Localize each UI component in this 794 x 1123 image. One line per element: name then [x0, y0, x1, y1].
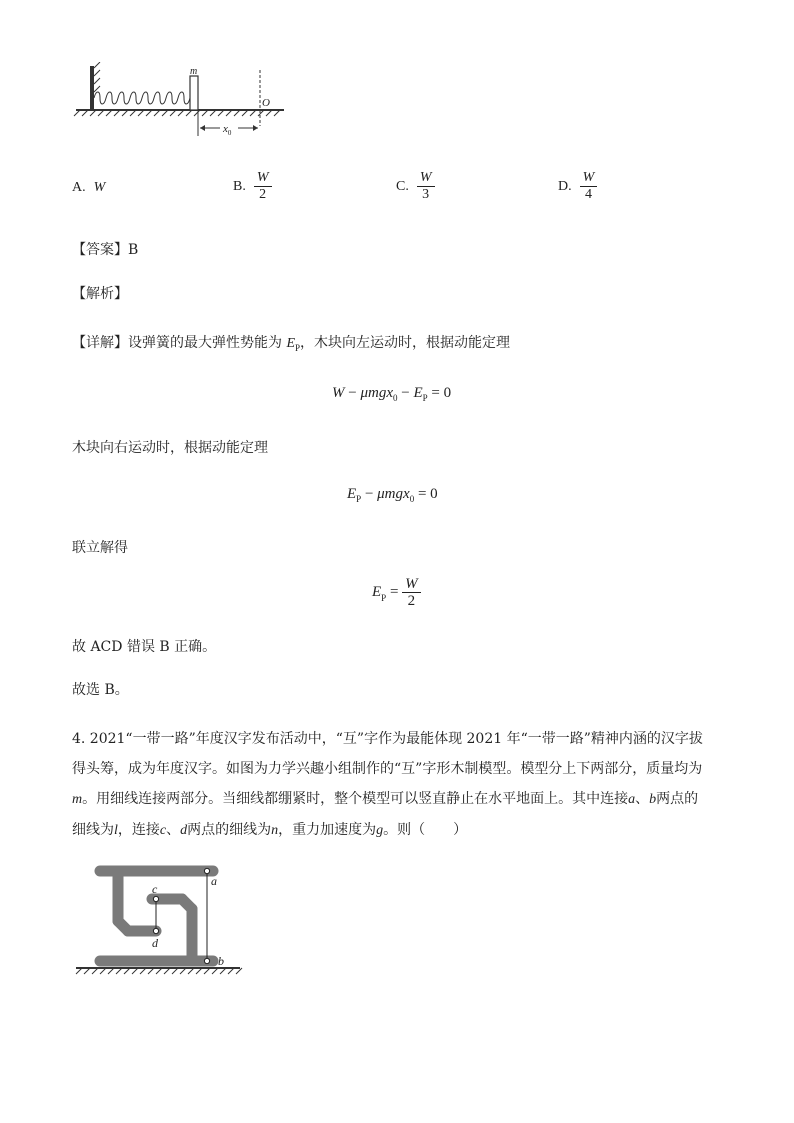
- answer-line: [72, 240, 138, 260]
- line-move-right: 木块向右运动时，根据动能定理: [72, 440, 268, 456]
- option-letter: C.: [396, 178, 409, 194]
- equation-1: $W - \mu mgx_0 - E_P = 0$: [332, 385, 452, 403]
- option-fraction: $\frac{W}{2}$: [254, 170, 272, 203]
- distance-label: $x_0$: [223, 123, 232, 137]
- spring: [94, 92, 190, 104]
- mass-label: m: [190, 66, 198, 77]
- option-value: W: [93, 180, 106, 195]
- option-fraction: $\frac{W}{3}$: [417, 170, 435, 203]
- detail-text2: ，木块向左运动时，根据动能定理: [300, 335, 511, 351]
- ep-symbol: $E_P$: [286, 336, 301, 353]
- option-letter: D.: [558, 178, 572, 194]
- label-b: b: [218, 954, 224, 968]
- spring-block-figure: [72, 62, 292, 142]
- option-fraction: $\frac{W}{4}$: [580, 170, 598, 203]
- question-4: [72, 724, 722, 846]
- answer-value: B: [128, 242, 139, 258]
- detail-text1: 设弹簧的最大弹性势能为: [128, 335, 282, 351]
- block: [190, 76, 198, 110]
- answer-tag: 【答案】: [72, 242, 128, 258]
- option-letter: A.: [72, 180, 86, 195]
- hu-model-figure: [70, 855, 250, 980]
- q4-line4: 细线为l，连接c、d两点的细线为n，重力加速度为g。则（ ）: [72, 822, 468, 838]
- line-choice: 故选 B。: [72, 682, 129, 698]
- equation-3: E $_P$ = $\frac{W}{2}$: [372, 576, 421, 609]
- option-a[interactable]: [72, 178, 105, 198]
- label-c: c: [152, 882, 158, 896]
- option-letter: B.: [233, 178, 246, 194]
- label-d: d: [152, 936, 158, 950]
- q4-line2: 得头筹，成为年度汉字。如图为力学兴趣小组制作的“互”字形木制模型。模型分上下两部分，质量均为: [72, 761, 703, 777]
- option-d[interactable]: [558, 170, 597, 203]
- point-o-label: O: [262, 97, 270, 109]
- q4-line3: m。用细线连接两部分。当细线都绷紧时，整个模型可以竖直静止在水平地面上。其中连接a、b两点的: [72, 791, 699, 807]
- line-conclusion: 故 ACD 错误 B 正确。: [72, 639, 217, 655]
- wall: [90, 66, 94, 110]
- detail-tag: 【详解】: [72, 335, 128, 351]
- q4-line1: 4. 2021“一带一路”年度汉字发布活动中，“互”字作为最能体现 2021 年“一带一路”精神内涵的汉字拔: [72, 731, 703, 747]
- detail-line: [72, 333, 510, 358]
- line-solve: 联立解得: [72, 540, 128, 556]
- option-b[interactable]: [233, 170, 272, 203]
- label-a: a: [211, 874, 217, 888]
- equation-2: $E_P - \mu mgx_0 = 0$: [347, 486, 438, 504]
- analysis-tag: 【解析】: [72, 286, 128, 302]
- option-c[interactable]: [396, 170, 435, 203]
